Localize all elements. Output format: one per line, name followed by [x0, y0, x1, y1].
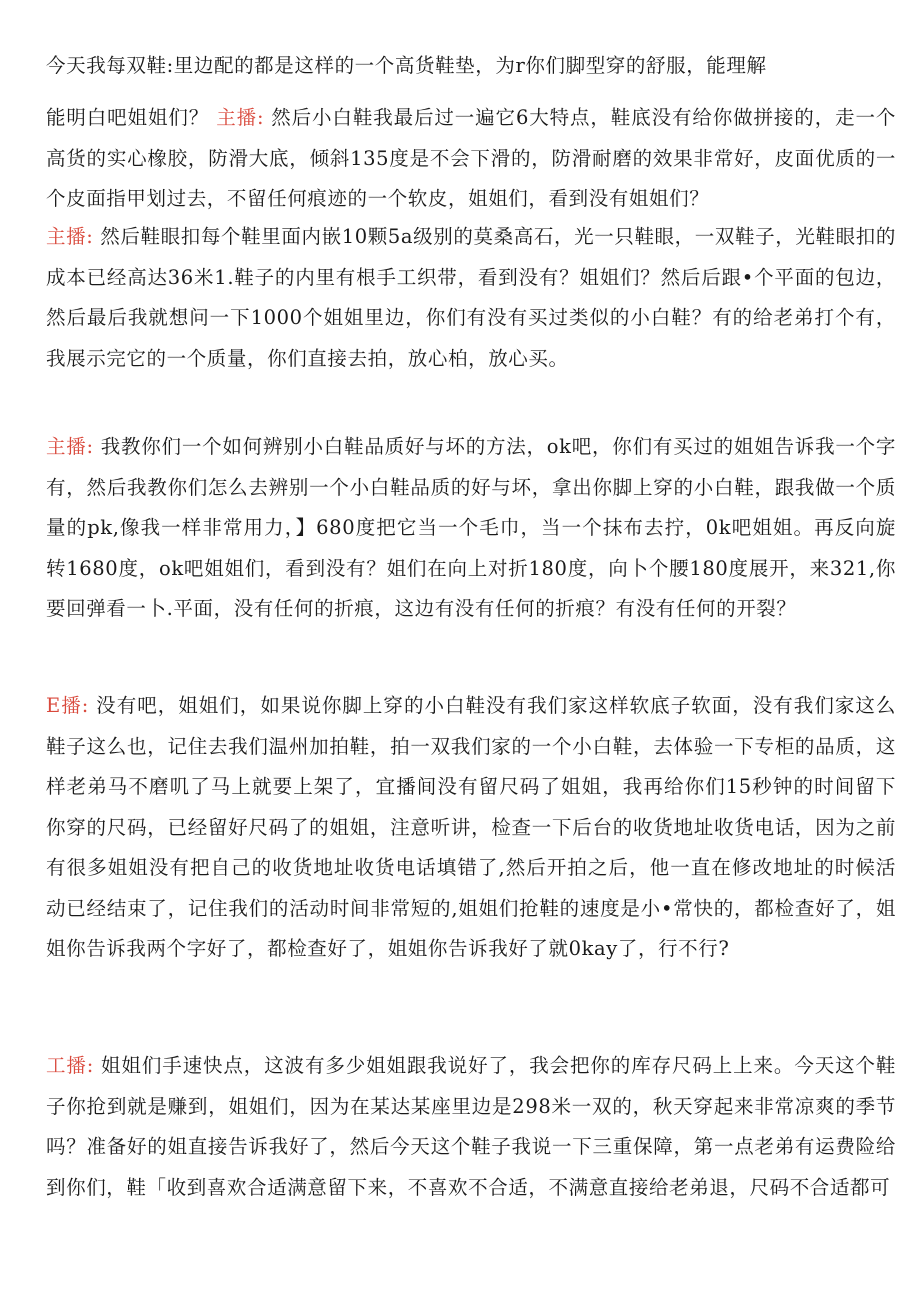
speaker-label: E播:: [46, 694, 89, 717]
paragraph-2: [46, 98, 896, 220]
paragraph-5: [46, 686, 896, 970]
paragraph-text-continued: 然后小白鞋我最后过一遍它6大特点，鞋底没有给你做拼接的，走一个高货的实心橡胶，防滑大底，倾斜135度是不会下滑的，防滑耐磨的效果非常好，皮面优质的一个皮面指甲划过去，不留任何痕迹的一个软皮，姐姐们，看到没有姐姐们？: [46, 106, 896, 210]
paragraph-6: [46, 1046, 896, 1208]
paragraph-text: 没有吧，姐姐们，如果说你脚上穿的小白鞋没有我们家这样软底子软面，没有我们家这么鞋子这么也，记住去我们温州加拍鞋，拍一双我们家的一个小白鞋，去体验一下专柜的品质，这样老弟马不磨叽了马上就要上架了，宜播间没有留尺码了姐姐，我再给你们15秒钟的时间留下你穿的尺码，已经留好尺码了的姐姐，注意听讲，检查一下后台的收货地址收货电话，因为之前有很多姐姐没有把自己的收货地址收货电话填错了,然后开拍之后，他一直在修改地址的时候活动已经结束了，记住我们的活动时间非常短的,姐姐们抢鞋的速度是小•常快的，都检查好了，姐姐你告诉我两个字好了，都检查好了，姐姐你告诉我好了就0kay了，行不行?: [46, 694, 896, 960]
paragraph-text: 今天我每双鞋:里边配的都是这样的一个高货鞋垫，为r你们脚型穿的舒服，能理解: [46, 54, 767, 77]
paragraph-text: 能明白吧姐姐们？: [46, 106, 210, 129]
paragraph-text: 然后鞋眼扣每个鞋里面内嵌10颗5a级别的莫桑高石，光一只鞋眼，一双鞋子，光鞋眼扣的成本已经高达36米1.鞋子的内里有根手工织带，看到没有？姐姐们？然后后跟•个平面的包边，然后最后我就想问一下1000个姐姐里边，你们有没有买过类似的小白鞋？有的给老弟打个有，我展示完它的一个质量，你们直接去拍，放心柏，放心买。: [46, 225, 896, 370]
paragraph-1: [46, 46, 896, 87]
speaker-label: 工播:: [46, 1054, 94, 1077]
speaker-label: 主播:: [216, 106, 265, 129]
paragraph-3: [46, 217, 896, 379]
speaker-label: 主播:: [46, 225, 94, 248]
paragraph-text: 姐姐们手速快点，这波有多少姐姐跟我说好了，我会把你的库存尺码上上来。今天这个鞋子你抢到就是赚到，姐姐们，因为在某达某座里边是298米一双的，秋天穿起来非常凉爽的季节吗？准备好的姐直接告诉我好了，然后今天这个鞋子我说一下三重保障，第一点老弟有运费险给到你们，鞋「收到喜欢合适满意留下来，不喜欢不合适，不满意直接给老弟退，尺码不合适都可: [46, 1054, 896, 1199]
speaker-label: 主播:: [46, 435, 94, 458]
paragraph-4: [46, 427, 896, 630]
paragraph-text: 我教你们一个如何辨别小白鞋品质好与坏的方法，ok吧，你们有买过的姐姐告诉我一个字有，然后我教你们怎么去辨别一个小白鞋品质的好与坏，拿出你脚上穿的小白鞋，跟我做一个质量的pk,像我一样非常用力，】680度把它当一个毛巾，当一个抹布去拧，0k吧姐姐。再反向旋转1680度，ok吧姐姐们，看到没有？姐们在向上对折180度，向卜个腰180度展开，来321,你要回弹看一卜.平面，没有任何的折痕，这边有没有任何的折痕？有没有任何的开裂？: [46, 435, 896, 620]
